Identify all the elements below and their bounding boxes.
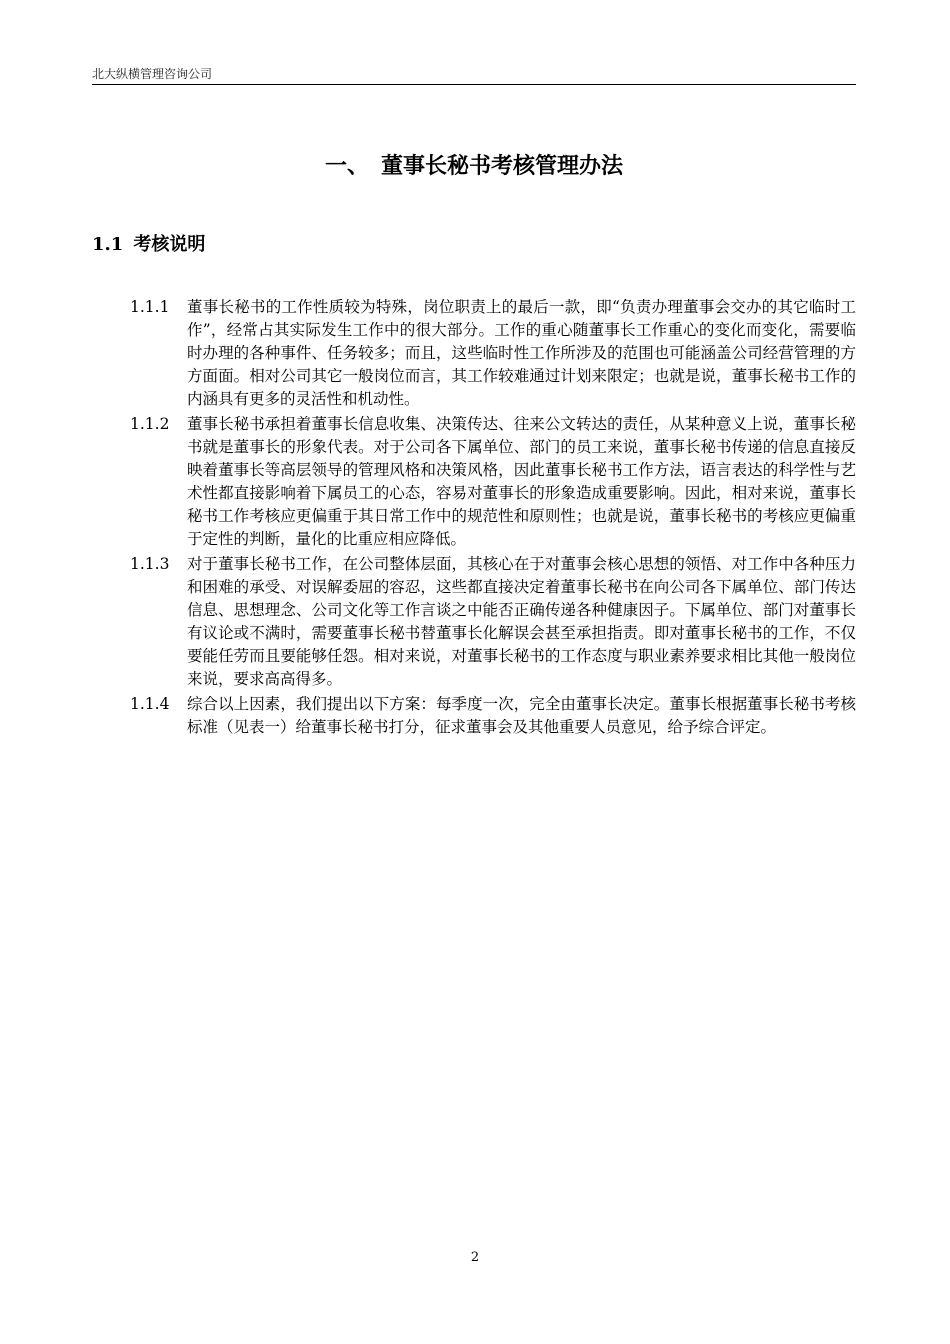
chapter-number: 一、 [324, 154, 369, 179]
clause-1-1-4 [130, 693, 856, 739]
clause-number: 1.1.4 [130, 695, 170, 713]
clause-number: 1.1.2 [130, 415, 170, 433]
clause-number: 1.1.1 [130, 298, 170, 316]
clause-1-1-1 [130, 296, 856, 411]
page-header [92, 66, 856, 85]
clause-number: 1.1.3 [130, 555, 170, 573]
clause-text: 综合以上因素，我们提出以下方案：每季度一次，完全由董事长决定。董事长根据董事长秘书考核标准（见表一）给董事长秘书打分，征求董事会及其他重要人员意见，给予综合评定。 [187, 695, 856, 736]
clause-list [130, 296, 856, 741]
chapter-title [92, 150, 856, 184]
page-number: 2 [470, 1250, 480, 1265]
section-number: 1.1 [92, 234, 124, 255]
section-title-text: 考核说明 [133, 234, 206, 255]
clause-text: 对于董事长秘书工作，在公司整体层面，其核心在于对董事会核心思想的领悟、对工作中各种压力和困难的承受、对误解委屈的容忍，这些都直接决定着董事长秘书在向公司各下属单位、部门传达信息、思想理念、公司文化等工作言谈之中能否正确传递各种健康因子。下属单位、部门对董事长有议论或不满时，需要董事长秘书替董事长化解误会甚至承担指责。即对董事长秘书的工作，不仅要能任劳而且要能够任怨。相对来说，对董事长秘书的工作态度与职业素养要求相比其他一般岗位来说，要求高高得多。 [187, 555, 856, 688]
clause-1-1-3 [130, 553, 856, 691]
clause-1-1-2 [130, 413, 856, 551]
header-company-name: 北大纵横管理咨询公司 [92, 67, 213, 81]
clause-text: 董事长秘书承担着董事长信息收集、决策传达、往来公文转达的责任，从某种意义上说，董事长秘书就是董事长的形象代表。对于公司各下属单位、部门的员工来说，董事长秘书传递的信息直接反映着董事长等高层领导的管理风格和决策风格，因此董事长秘书工作方法，语言表达的科学性与艺术性都直接影响着下属员工的心态，容易对董事长的形象造成重要影响。因此，相对来说，董事长秘书工作考核应更偏重于其日常工作中的规范性和原则性；也就是说，董事长秘书的考核应更偏重于定性的判断，量化的比重应相应降低。 [187, 415, 856, 548]
section-title [92, 230, 205, 260]
clause-text: 董事长秘书的工作性质较为特殊，岗位职责上的最后一款，即“负责办理董事会交办的其它临时工作”，经常占其实际发生工作中的很大部分。工作的重心随董事长工作重心的变化而变化，需要临时办理的各种事件、任务较多；而且，这些临时性工作所涉及的范围也可能涵盖公司经营管理的方方面面。相对公司其它一般岗位而言，其工作较难通过计划来限定；也就是说，董事长秘书工作的内涵具有更多的灵活性和机动性。 [187, 298, 856, 408]
chapter-title-text: 董事长秘书考核管理办法 [381, 154, 624, 179]
